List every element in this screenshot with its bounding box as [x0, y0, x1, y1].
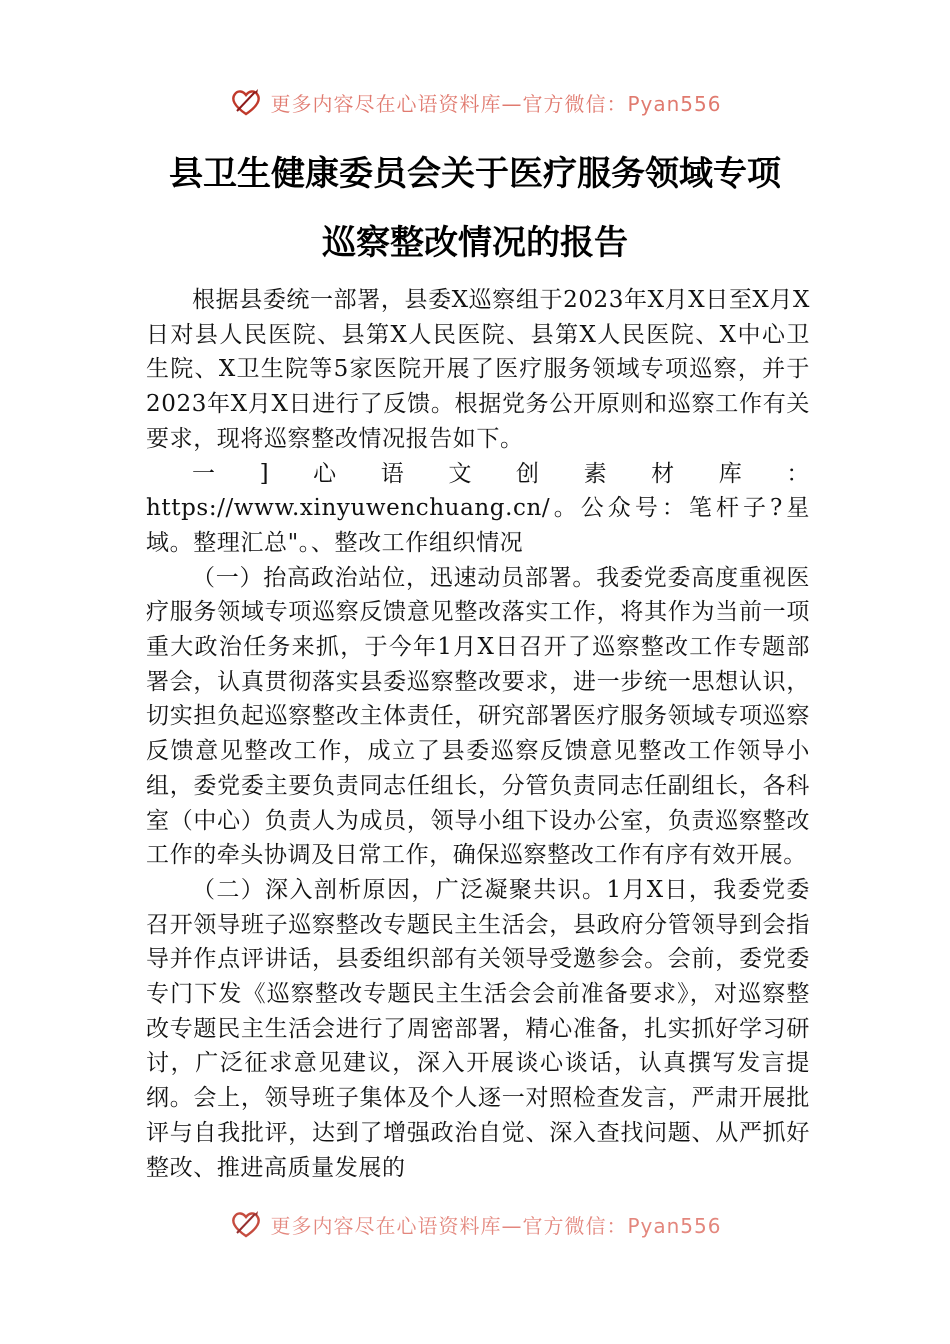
paragraph-intro: 根据县委统一部署，县委X巡察组于2023年X月X日至X月X日对县人民医院、县第X人民医院、县第X人民医院、X中心卫生院、X卫生院等5家医院开展了医疗服务领域专项巡察，并于2023年X月X日进行了反馈。根据党务公开原则和巡察工作有关要求，现将巡察整改情况报告如下。: [146, 287, 810, 452]
heart-feather-icon: [228, 84, 264, 120]
paragraph-item-2: （二）深入剖析原因，广泛凝聚共识。1月X日，我委党委召开领导班子巡察整改专题民主生活会，县政府分管领导到会指导并作点评讲话，县委组织部有关领导受邀参会。会前，委党委专门下发《巡察整改专题民主生活会会前准备要求》，对巡察整改专题民主生活会进行了周密部署，精心准备，扎实抓好学习研讨，广泛征求意见建议，深入开展谈心谈话，认真撰写发言提纲。会上，领导班子集体及个人逐一对照检查发言，严肃开展批评与自我批评，达到了增强政治自觉、深入查找问题、从严抓好整改、推进高质量发展的: [146, 876, 810, 1181]
watermark-banner-bottom: [0, 1204, 950, 1244]
document-body: [146, 283, 810, 1185]
watermark-text: 更多内容尽在心语资料库—官方微信：Pyan556: [270, 1213, 722, 1238]
watermark-banner-top: [0, 82, 950, 122]
paragraph-section-heading: 一]心语文创素材库：https://www.xinyuwenchuang.cn/。公众号：笔杆子?星域。整理汇总"。、整改工作组织情况: [146, 460, 810, 556]
paragraph-item-1: （一）抬高政治站位，迅速动员部署。我委党委高度重视医疗服务领域专项巡察反馈意见整改落实工作，将其作为当前一项重大政治任务来抓，于今年1月X日召开了巡察整改工作专题部署会，认真贯彻落实县委巡察整改要求，进一步统一思想认识，切实担负起巡察整改主体责任，研究部署医疗服务领域专项巡察反馈意见整改工作，成立了县委巡察反馈意见整改工作领导小组，委党委主要负责同志任组长，分管负责同志任副组长，各科室（中心）负责人为成员，领导小组下设办公室，负责巡察整改工作的牵头协调及日常工作，确保巡察整改工作有序有效开展。: [146, 564, 810, 869]
document-title-line1: 县卫生健康委员会关于医疗服务领域专项: [169, 154, 781, 194]
document-title-line2: 巡察整改情况的报告: [322, 223, 628, 263]
heart-feather-icon: [228, 1206, 264, 1242]
watermark-text: 更多内容尽在心语资料库—官方微信：Pyan556: [270, 91, 722, 116]
